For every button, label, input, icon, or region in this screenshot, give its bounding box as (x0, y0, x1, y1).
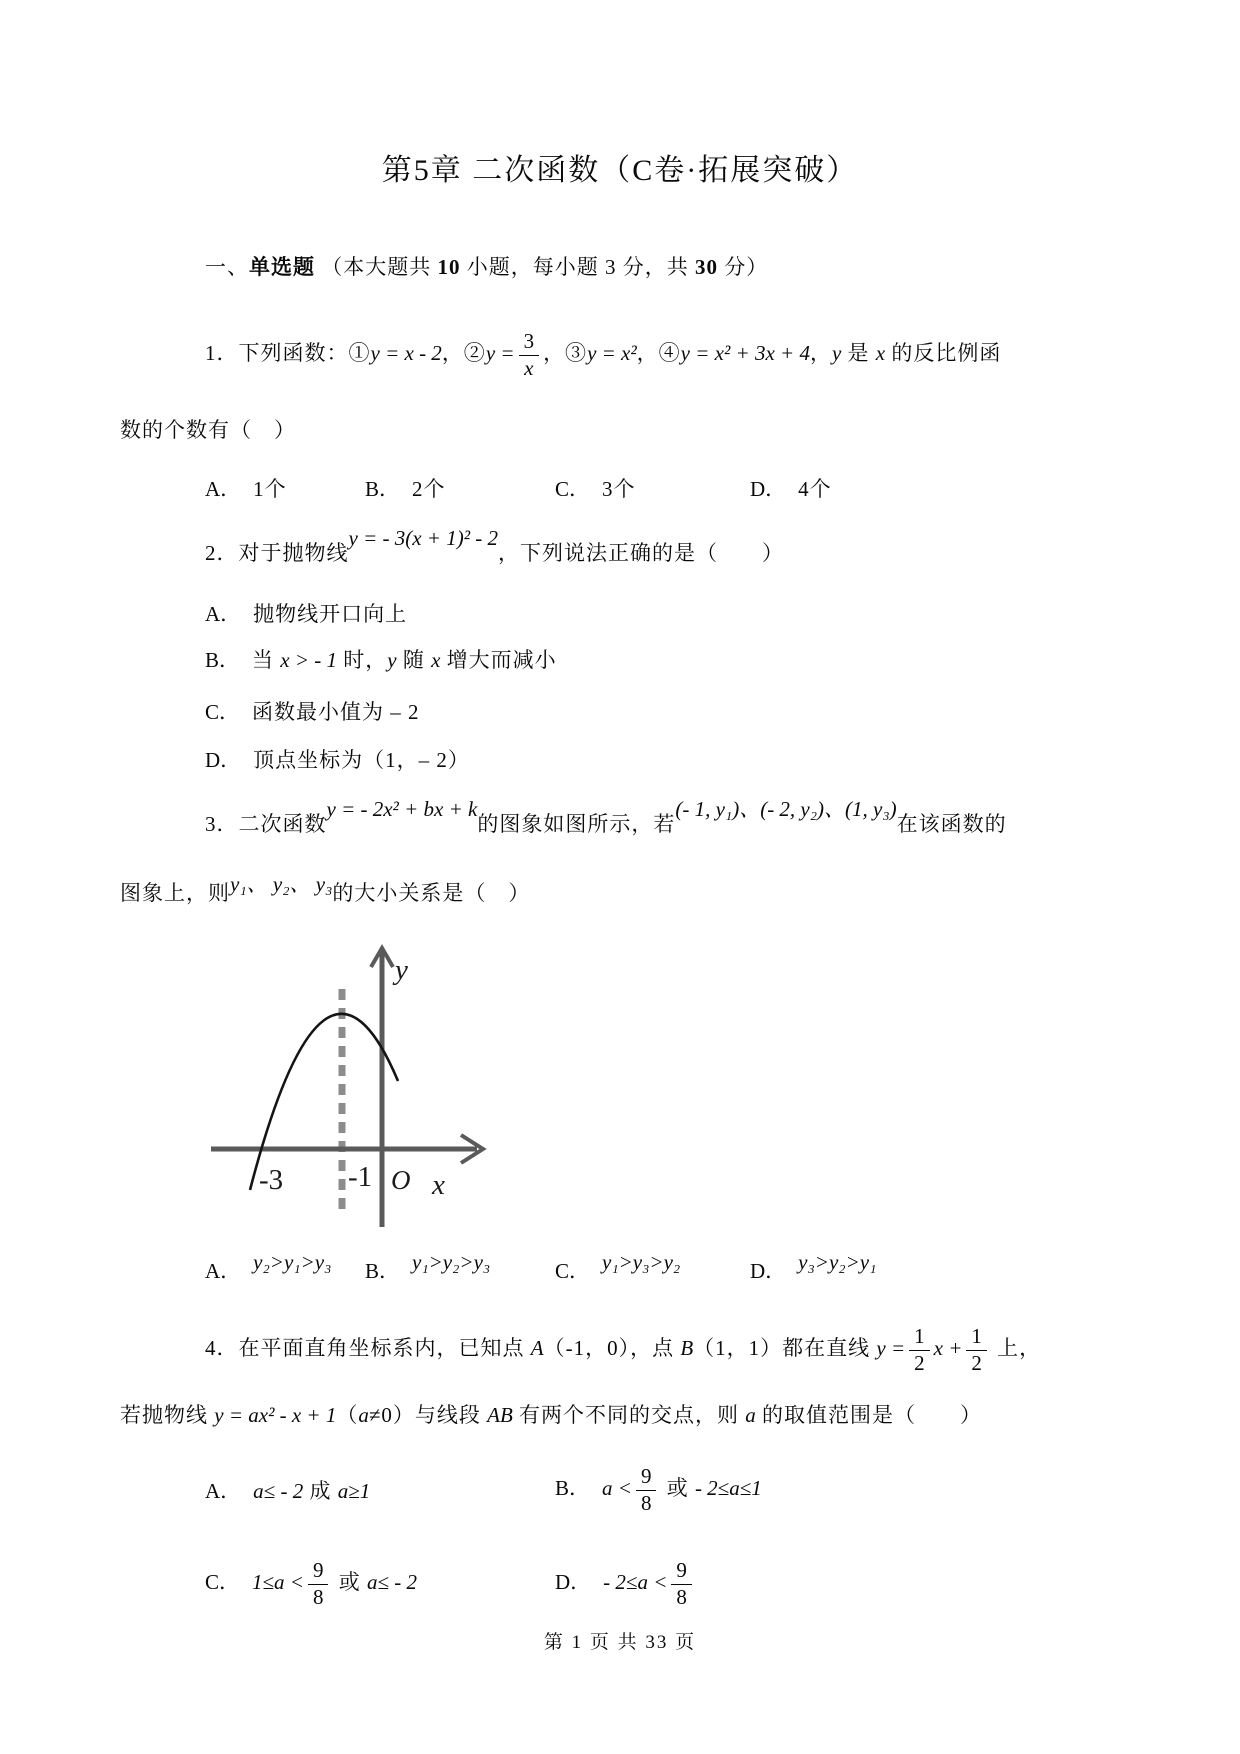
q4-point-b: B (680, 1336, 694, 1360)
q3-option-c-letter: C． (555, 1259, 591, 1283)
q4-option-a-letter: A． (205, 1479, 242, 1503)
q2-option-b-text-3: 随 (396, 648, 432, 672)
q4-point-a: A (530, 1336, 544, 1360)
q2-option-d-letter: D． (205, 748, 242, 772)
q4-option-c-mid: 或 (332, 1569, 367, 1594)
q4-text-5: 若抛物线 (120, 1403, 215, 1427)
q1-option-c-letter: C． (555, 477, 591, 501)
q1-option-a (205, 473, 365, 503)
q2-option-c-text: 函数最小值为 – 2 (252, 700, 420, 724)
q2-option-b-text-4: 增大而减小 (440, 648, 557, 672)
question-4-options-row-2 (120, 1548, 1120, 1620)
q1-sep-2: ，③ (543, 341, 588, 365)
question-3-line-2 (120, 873, 1120, 913)
q4-text-9: 的取值范围是（ ） (755, 1403, 983, 1427)
q4-var-a-2: a (745, 1403, 756, 1427)
section-info-3: 分） (718, 255, 769, 279)
y-axis-label: y (395, 954, 408, 986)
q1-lead-text: 1．下列函数：① (205, 341, 371, 365)
q1-fraction (519, 330, 540, 380)
q3-option-a-letter: A． (205, 1259, 242, 1283)
section-name: 单选题 (249, 255, 315, 279)
q2-option-b-text-1: 当 (252, 648, 281, 672)
q4-fraction-1-denominator: 2 (914, 1351, 925, 1376)
q3-formula: y = - 2x² + bx + k (326, 797, 478, 821)
q1-option-d-text: 4个 (798, 477, 832, 501)
q4-text-1: 4．在平面直角坐标系内，已知点 (205, 1336, 531, 1360)
x-tick-minus-1: -1 (348, 1161, 373, 1193)
q1-text-2: 是 (841, 341, 876, 365)
q1-formula-2-head: y = (485, 341, 515, 365)
q1-option-c (555, 473, 750, 503)
q4-option-b (555, 1465, 1120, 1515)
q2-option-a (120, 599, 1120, 629)
page-title: 第5章 二次函数（C卷·拓展突破） (381, 154, 859, 187)
q2-option-a-text: 抛物线开口向上 (253, 602, 408, 626)
question-1-options (120, 473, 1120, 503)
q1-sep-3: ，④ (636, 341, 681, 365)
q4-text-2: （-1，0），点 (543, 1336, 681, 1360)
q2-option-b-math-1: x > - 1 (280, 648, 338, 672)
q4-option-c-letter: C． (205, 1569, 241, 1594)
question-1-line-1 (120, 321, 1120, 385)
q3-lead-text: 3．二次函数 (205, 812, 327, 836)
q1-formula-4: y = x² + 3x + 4 (680, 341, 810, 365)
q2-option-b (120, 645, 1120, 675)
q4-option-b-mid: 或 (660, 1475, 695, 1500)
q3-option-b-letter: B． (365, 1259, 401, 1283)
q2-option-a-letter: A． (205, 602, 242, 626)
q4-option-d-fraction (671, 1559, 692, 1609)
q4-option-d-fraction-denominator: 8 (676, 1585, 687, 1609)
q4-text-3: （1，1）都在直线 (693, 1336, 877, 1360)
q1-formula-3: y = x² (587, 341, 637, 365)
q4-text-7: ≠0）与线段 (368, 1403, 488, 1427)
q2-option-b-math-3: x (431, 648, 441, 672)
section-total-score: 30 (695, 255, 718, 279)
q2-option-b-text-2: 时， (337, 648, 388, 672)
q4-option-a-math-2: a≥1 (337, 1479, 371, 1503)
question-3-options (120, 1252, 1120, 1288)
q4-parabola-eq: y = ax² - x + 1 (214, 1403, 337, 1427)
q4-option-b-math-1: a < (602, 1475, 632, 1500)
q3-option-d-text: y₃>y₂>y₁ (798, 1250, 877, 1274)
q2-option-d (120, 745, 1120, 775)
q4-option-c-math-2: a≤ - 2 (366, 1569, 417, 1594)
q1-text-3: 的反比例函 (885, 341, 1002, 365)
q4-fraction-2 (966, 1325, 987, 1375)
q4-text-8: 有两个不同的交点，则 (512, 1403, 746, 1427)
origin-label: O (391, 1165, 411, 1195)
section-heading (120, 251, 1120, 281)
q4-segment-ab: AB (487, 1403, 513, 1427)
q4-option-c-fraction-denominator: 8 (312, 1585, 324, 1609)
q4-option-b-fraction (636, 1465, 657, 1515)
q3-text-1: 的图象如图所示，若 (477, 812, 676, 836)
q1-var-y: y (831, 341, 842, 365)
q1-option-b (365, 473, 555, 503)
q3-option-d (750, 1250, 1120, 1285)
q3-line2-text-2: 的大小关系是（ ） (332, 881, 531, 905)
q4-text-6: （ (336, 1403, 359, 1427)
q4-option-d (555, 1559, 1120, 1609)
q4-var-a-1: a (358, 1403, 369, 1427)
question-4-options-row-1 (120, 1454, 1120, 1526)
q1-sep-1: ，② (441, 341, 486, 365)
q2-option-c-letter: C． (205, 700, 241, 724)
q1-option-b-letter: B． (365, 477, 401, 501)
x-tick-minus-3: -3 (259, 1164, 284, 1196)
q4-option-c-fraction (308, 1559, 329, 1609)
q4-option-d-fraction-numerator: 9 (671, 1559, 692, 1585)
section-info-2: 小题，每小题 3 分，共 (460, 255, 695, 279)
q4-option-b-letter: B． (555, 1475, 591, 1500)
q1-option-d (750, 473, 1120, 503)
q2-formula: y = - 3(x + 1)² - 2 (348, 526, 499, 550)
q1-option-a-letter: A． (205, 477, 242, 501)
q2-option-b-letter: B． (205, 648, 241, 672)
q1-sep-4: ， (809, 341, 832, 365)
q3-option-a-text: y₂>y₁>y₃ (253, 1250, 332, 1274)
q1-fraction-numerator: 3 (519, 330, 540, 356)
q3-parabola-figure (205, 937, 507, 1232)
q4-option-c-math-1: 1≤a < (252, 1569, 304, 1594)
q3-option-b (365, 1250, 555, 1285)
q3-option-b-text: y₁>y₂>y₃ (412, 1250, 491, 1274)
question-1-line-2: 数的个数有（ ） (120, 418, 296, 442)
q3-line2-math: y₁、 y₂、 y₃ (230, 872, 333, 896)
q2-option-c (120, 697, 1120, 727)
q1-var-x: x (875, 341, 886, 365)
section-info-1: （本大题共 (321, 255, 438, 279)
q4-fraction-2-denominator: 2 (971, 1351, 982, 1376)
q4-option-b-math-2: - 2≤a≤1 (694, 1475, 762, 1500)
q3-option-d-letter: D． (750, 1259, 787, 1283)
q1-option-c-text: 3个 (602, 477, 636, 501)
q4-option-b-fraction-denominator: 8 (640, 1491, 652, 1515)
x-axis-label: x (432, 1169, 445, 1201)
q2-option-d-text: 顶点坐标为（1，– 2） (253, 748, 470, 772)
q4-option-a (205, 1475, 555, 1505)
q3-text-2: 在该函数的 (896, 812, 1007, 836)
page-number-footer: 第 1 页 共 33 页 (543, 1632, 697, 1653)
q4-fraction-1 (909, 1325, 930, 1375)
q1-formula-1: y = x - 2 (370, 341, 442, 365)
q4-line-eq-mid: x + (933, 1336, 963, 1360)
q4-line-eq-head: y = (876, 1336, 906, 1360)
q1-option-b-text: 2个 (412, 477, 446, 501)
q4-fraction-1-numerator: 1 (909, 1325, 930, 1351)
q3-option-a (205, 1250, 365, 1285)
q4-option-b-fraction-numerator: 9 (636, 1465, 657, 1491)
q4-text-4: 上， (990, 1336, 1042, 1360)
q3-option-c-text: y₁>y₃>y₂ (602, 1250, 681, 1274)
q2-tail-text: ，下列说法正确的是（ ） (498, 541, 785, 565)
section-question-count: 10 (437, 255, 461, 279)
q4-option-d-letter: D． (555, 1569, 592, 1594)
q4-option-a-mid: 成 (303, 1479, 338, 1503)
q4-option-a-math-1: a≤ - 2 (253, 1479, 304, 1503)
q4-fraction-2-numerator: 1 (966, 1325, 987, 1351)
q4-option-c (205, 1559, 555, 1609)
section-number: 一、 (205, 255, 249, 279)
q1-option-a-text: 1个 (253, 477, 287, 501)
q3-option-c (555, 1250, 750, 1285)
question-3-line-1 (120, 797, 1120, 847)
q3-line2-text-1: 图象上，则 (120, 881, 230, 905)
q1-fraction-denominator: x (524, 356, 534, 381)
question-4-line-1 (120, 1312, 1120, 1384)
q1-option-d-letter: D． (750, 477, 787, 501)
question-4-line-2 (120, 1398, 1120, 1432)
q3-points: (- 1, y₁)、(- 2, y₂)、(1, y₃) (675, 797, 897, 821)
q2-option-b-math-2: y (387, 648, 397, 672)
q4-option-c-fraction-numerator: 9 (308, 1559, 329, 1585)
q2-lead-text: 2．对于抛物线 (205, 541, 349, 565)
q4-option-d-math-1: - 2≤a < (603, 1569, 668, 1594)
question-2-stem (120, 526, 1120, 577)
